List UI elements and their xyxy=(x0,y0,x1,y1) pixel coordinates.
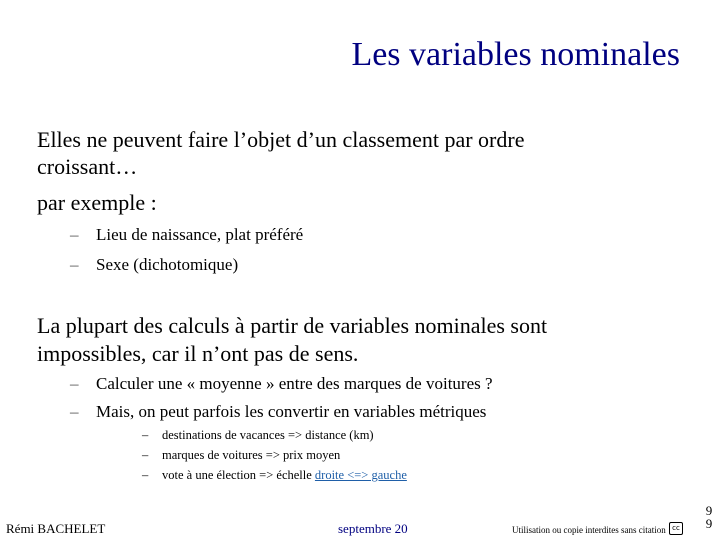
bullet-dash: – xyxy=(70,225,79,244)
list-item xyxy=(70,374,493,394)
bullet-dash: – xyxy=(142,428,149,442)
bullet-dash: – xyxy=(70,402,79,421)
intro-line-2: croissant… xyxy=(37,154,138,179)
example-label: par exemple : xyxy=(37,190,157,215)
list-item xyxy=(142,428,374,443)
list-item xyxy=(70,402,486,422)
slide-title: Les variables nominales xyxy=(351,36,680,73)
para2-line-2: impossibles, car il n’ont pas de sens. xyxy=(37,341,359,366)
list-item xyxy=(70,255,238,275)
creative-commons-icon: cc xyxy=(669,522,683,535)
bullet-dash: – xyxy=(142,468,149,482)
page-digit: 9 xyxy=(705,516,713,531)
intro-line-1: Elles ne peuvent faire l’objet d’un classement par ordre xyxy=(37,127,525,152)
example-text: Lieu de naissance, plat préféré xyxy=(96,225,304,244)
bullet-dash: – xyxy=(70,374,79,393)
droite-gauche-link[interactable]: droite <=> gauche xyxy=(314,468,407,482)
bullet-dash: – xyxy=(70,255,79,274)
list-item xyxy=(70,225,303,245)
conversion-text: vote à une élection => échelle xyxy=(162,468,315,482)
page-digit: 9 xyxy=(705,503,713,518)
bullet-dash: – xyxy=(142,448,149,462)
conversion-text: marques de voitures => prix moyen xyxy=(162,448,341,462)
list-item xyxy=(142,448,340,463)
page-number xyxy=(704,504,714,530)
point-text: Calculer une « moyenne » entre des marques de voitures ? xyxy=(96,374,493,393)
example-text: Sexe (dichotomique) xyxy=(96,255,239,274)
footer-author: Rémi BACHELET xyxy=(6,521,106,536)
para2-line-1: La plupart des calculs à partir de variables nominales sont xyxy=(37,313,548,338)
footer-copyright: Utilisation ou copie interdites sans citation xyxy=(512,525,666,535)
list-item xyxy=(142,468,407,483)
conversion-text: destinations de vacances => distance (km) xyxy=(162,428,374,442)
point-text: Mais, on peut parfois les convertir en variables métriques xyxy=(96,402,487,421)
footer-date: septembre 20 xyxy=(338,521,408,536)
